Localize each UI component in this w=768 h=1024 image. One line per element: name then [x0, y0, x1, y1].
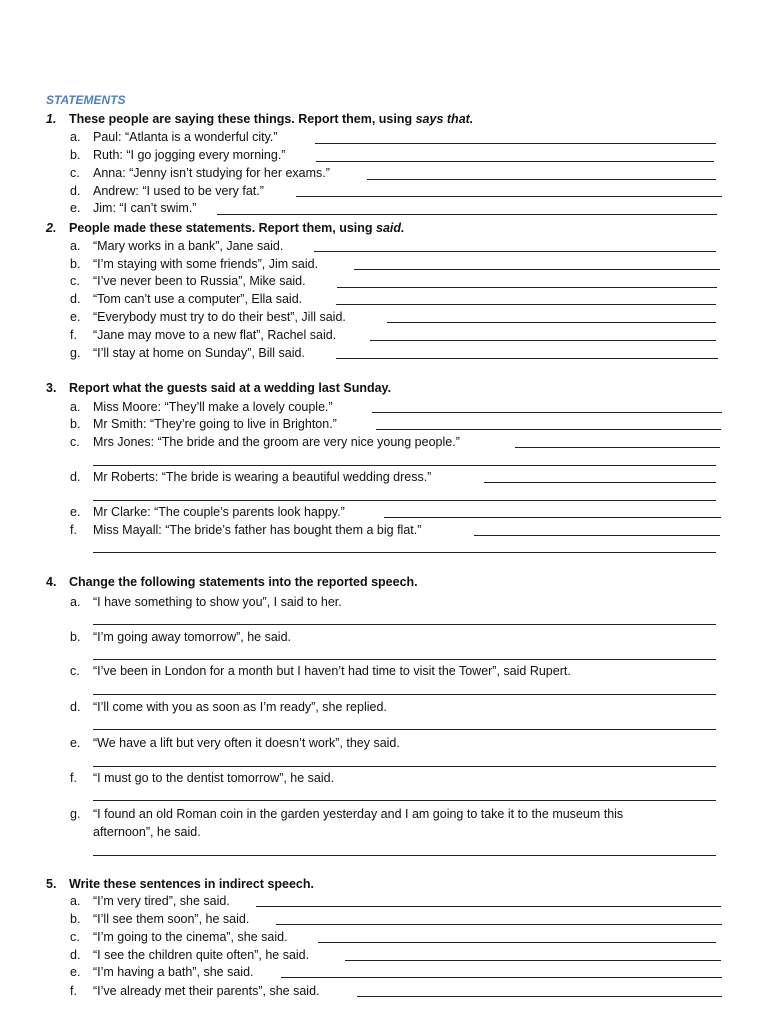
item-letter: f.	[70, 771, 77, 785]
item-letter: b.	[70, 148, 81, 162]
item-letter: a.	[70, 595, 81, 609]
item-letter: c.	[70, 166, 80, 180]
item-text: “I see the children quite often”, he said.	[93, 948, 310, 962]
item-letter: e.	[70, 310, 81, 324]
item-letter: c.	[70, 435, 80, 449]
answer-line[interactable]	[93, 500, 716, 501]
item-text: “I’ll see them soon”, he said.	[93, 912, 250, 926]
question-number: 5.	[46, 877, 57, 891]
answer-line[interactable]	[387, 322, 716, 323]
answer-line[interactable]	[474, 535, 720, 536]
item-text: “Tom can’t use a computer”, Ella said.	[93, 292, 303, 306]
item-text: “I’m staying with some friends”, Jim said.	[93, 257, 319, 271]
item-text: “I have something to show you”, I said to her.	[93, 595, 342, 609]
item-text: “I’m going to the cinema”, she said.	[93, 930, 288, 944]
item-letter: b.	[70, 257, 81, 271]
item-letter: e.	[70, 965, 81, 979]
item-letter: e.	[70, 736, 81, 750]
question-instruction: People made these statements. Report them, using said.	[69, 221, 405, 235]
question-number: 2.	[46, 221, 57, 235]
question-instruction: Change the following statements into the reported speech.	[69, 575, 418, 589]
section-heading: STATEMENTS	[46, 93, 126, 107]
answer-line[interactable]	[316, 161, 714, 162]
item-letter: f.	[70, 984, 77, 998]
item-text: Paul: “Atlanta is a wonderful city.”	[93, 130, 278, 144]
answer-line[interactable]	[314, 251, 716, 252]
item-letter: d.	[70, 292, 81, 306]
item-text: “I’ll come with you as soon as I’m ready”, she replied.	[93, 700, 387, 714]
item-text: “I’ve been in London for a month but I haven’t had time to visit the Tower”, said Rupert.	[93, 664, 571, 678]
answer-line[interactable]	[93, 659, 716, 660]
item-letter: c.	[70, 274, 80, 288]
item-text: “I’ve already met their parents”, she said.	[93, 984, 320, 998]
answer-line[interactable]	[93, 800, 716, 801]
item-text: “Mary works in a bank”, Jane said.	[93, 239, 284, 253]
answer-line[interactable]	[484, 482, 716, 483]
item-letter: f.	[70, 523, 77, 537]
item-text: “I’ll stay at home on Sunday”, Bill said.	[93, 346, 305, 360]
item-text: Mr Roberts: “The bride is wearing a beautiful wedding dress.”	[93, 470, 432, 484]
item-letter: d.	[70, 700, 81, 714]
answer-line[interactable]	[276, 924, 722, 925]
answer-line[interactable]	[370, 340, 716, 341]
item-text: Anna: “Jenny isn’t studying for her exams.”	[93, 166, 330, 180]
answer-line[interactable]	[93, 694, 716, 695]
answer-line[interactable]	[345, 960, 721, 961]
item-letter: g.	[70, 346, 81, 360]
answer-line[interactable]	[281, 977, 722, 978]
answer-line[interactable]	[93, 552, 716, 553]
question-instruction: Write these sentences in indirect speech.	[69, 877, 314, 891]
item-text: “Everybody must try to do their best”, Jill said.	[93, 310, 346, 324]
answer-line[interactable]	[372, 412, 722, 413]
item-text-continued: afternoon”, he said.	[93, 825, 201, 839]
item-letter: c.	[70, 930, 80, 944]
question-number: 3.	[46, 381, 57, 395]
answer-line[interactable]	[354, 269, 720, 270]
item-text: Mr Clarke: “The couple’s parents look happy.”	[93, 505, 345, 519]
question-instruction: Report what the guests said at a wedding last Sunday.	[69, 381, 392, 395]
question-instruction: These people are saying these things. Report them, using says that.	[69, 112, 474, 126]
question-number: 4.	[46, 575, 57, 589]
answer-line[interactable]	[93, 729, 716, 730]
answer-line[interactable]	[93, 766, 716, 767]
item-letter: a.	[70, 130, 81, 144]
item-letter: f.	[70, 328, 77, 342]
item-letter: c.	[70, 664, 80, 678]
answer-line[interactable]	[93, 855, 716, 856]
item-text: Jim: “I can’t swim.”	[93, 201, 197, 215]
item-letter: g.	[70, 807, 81, 821]
answer-line[interactable]	[336, 358, 718, 359]
item-letter: d.	[70, 470, 81, 484]
answer-line[interactable]	[357, 996, 722, 997]
answer-line[interactable]	[256, 906, 721, 907]
item-text: “I found an old Roman coin in the garden yesterday and I am going to take it to the museum this	[93, 807, 624, 821]
item-letter: d.	[70, 948, 81, 962]
answer-line[interactable]	[315, 143, 716, 144]
item-letter: d.	[70, 184, 81, 198]
item-letter: a.	[70, 400, 81, 414]
item-text: Mrs Jones: “The bride and the groom are very nice young people.”	[93, 435, 460, 449]
item-text: “We have a lift but very often it doesn’t work”, they said.	[93, 736, 400, 750]
answer-line[interactable]	[337, 287, 717, 288]
answer-line[interactable]	[384, 517, 721, 518]
item-text: “I’m having a bath”, she said.	[93, 965, 254, 979]
item-letter: e.	[70, 505, 81, 519]
item-letter: a.	[70, 894, 81, 908]
item-text: Mr Smith: “They’re going to live in Brighton.”	[93, 417, 337, 431]
answer-line[interactable]	[93, 465, 716, 466]
answer-line[interactable]	[336, 304, 716, 305]
answer-line[interactable]	[318, 942, 716, 943]
answer-line[interactable]	[217, 214, 717, 215]
item-text: Miss Moore: “They’ll make a lovely couple.”	[93, 400, 333, 414]
item-text: Miss Mayall: “The bride’s father has bought them a big flat.”	[93, 523, 422, 537]
answer-line[interactable]	[367, 179, 716, 180]
item-text: “I’m very tired”, she said.	[93, 894, 230, 908]
item-text: “Jane may move to a new flat”, Rachel said.	[93, 328, 337, 342]
question-number: 1.	[46, 112, 57, 126]
item-letter: b.	[70, 630, 81, 644]
answer-line[interactable]	[93, 624, 716, 625]
item-letter: a.	[70, 239, 81, 253]
item-letter: b.	[70, 417, 81, 431]
item-letter: b.	[70, 912, 81, 926]
item-text: Andrew: “I used to be very fat.”	[93, 184, 264, 198]
item-text: Ruth: “I go jogging every morning.”	[93, 148, 286, 162]
item-letter: e.	[70, 201, 81, 215]
answer-line[interactable]	[376, 429, 721, 430]
answer-line[interactable]	[296, 196, 722, 197]
item-text: “I’m going away tomorrow”, he said.	[93, 630, 291, 644]
item-text: “I must go to the dentist tomorrow”, he said.	[93, 771, 335, 785]
answer-line[interactable]	[515, 447, 720, 448]
item-text: “I’ve never been to Russia”, Mike said.	[93, 274, 306, 288]
